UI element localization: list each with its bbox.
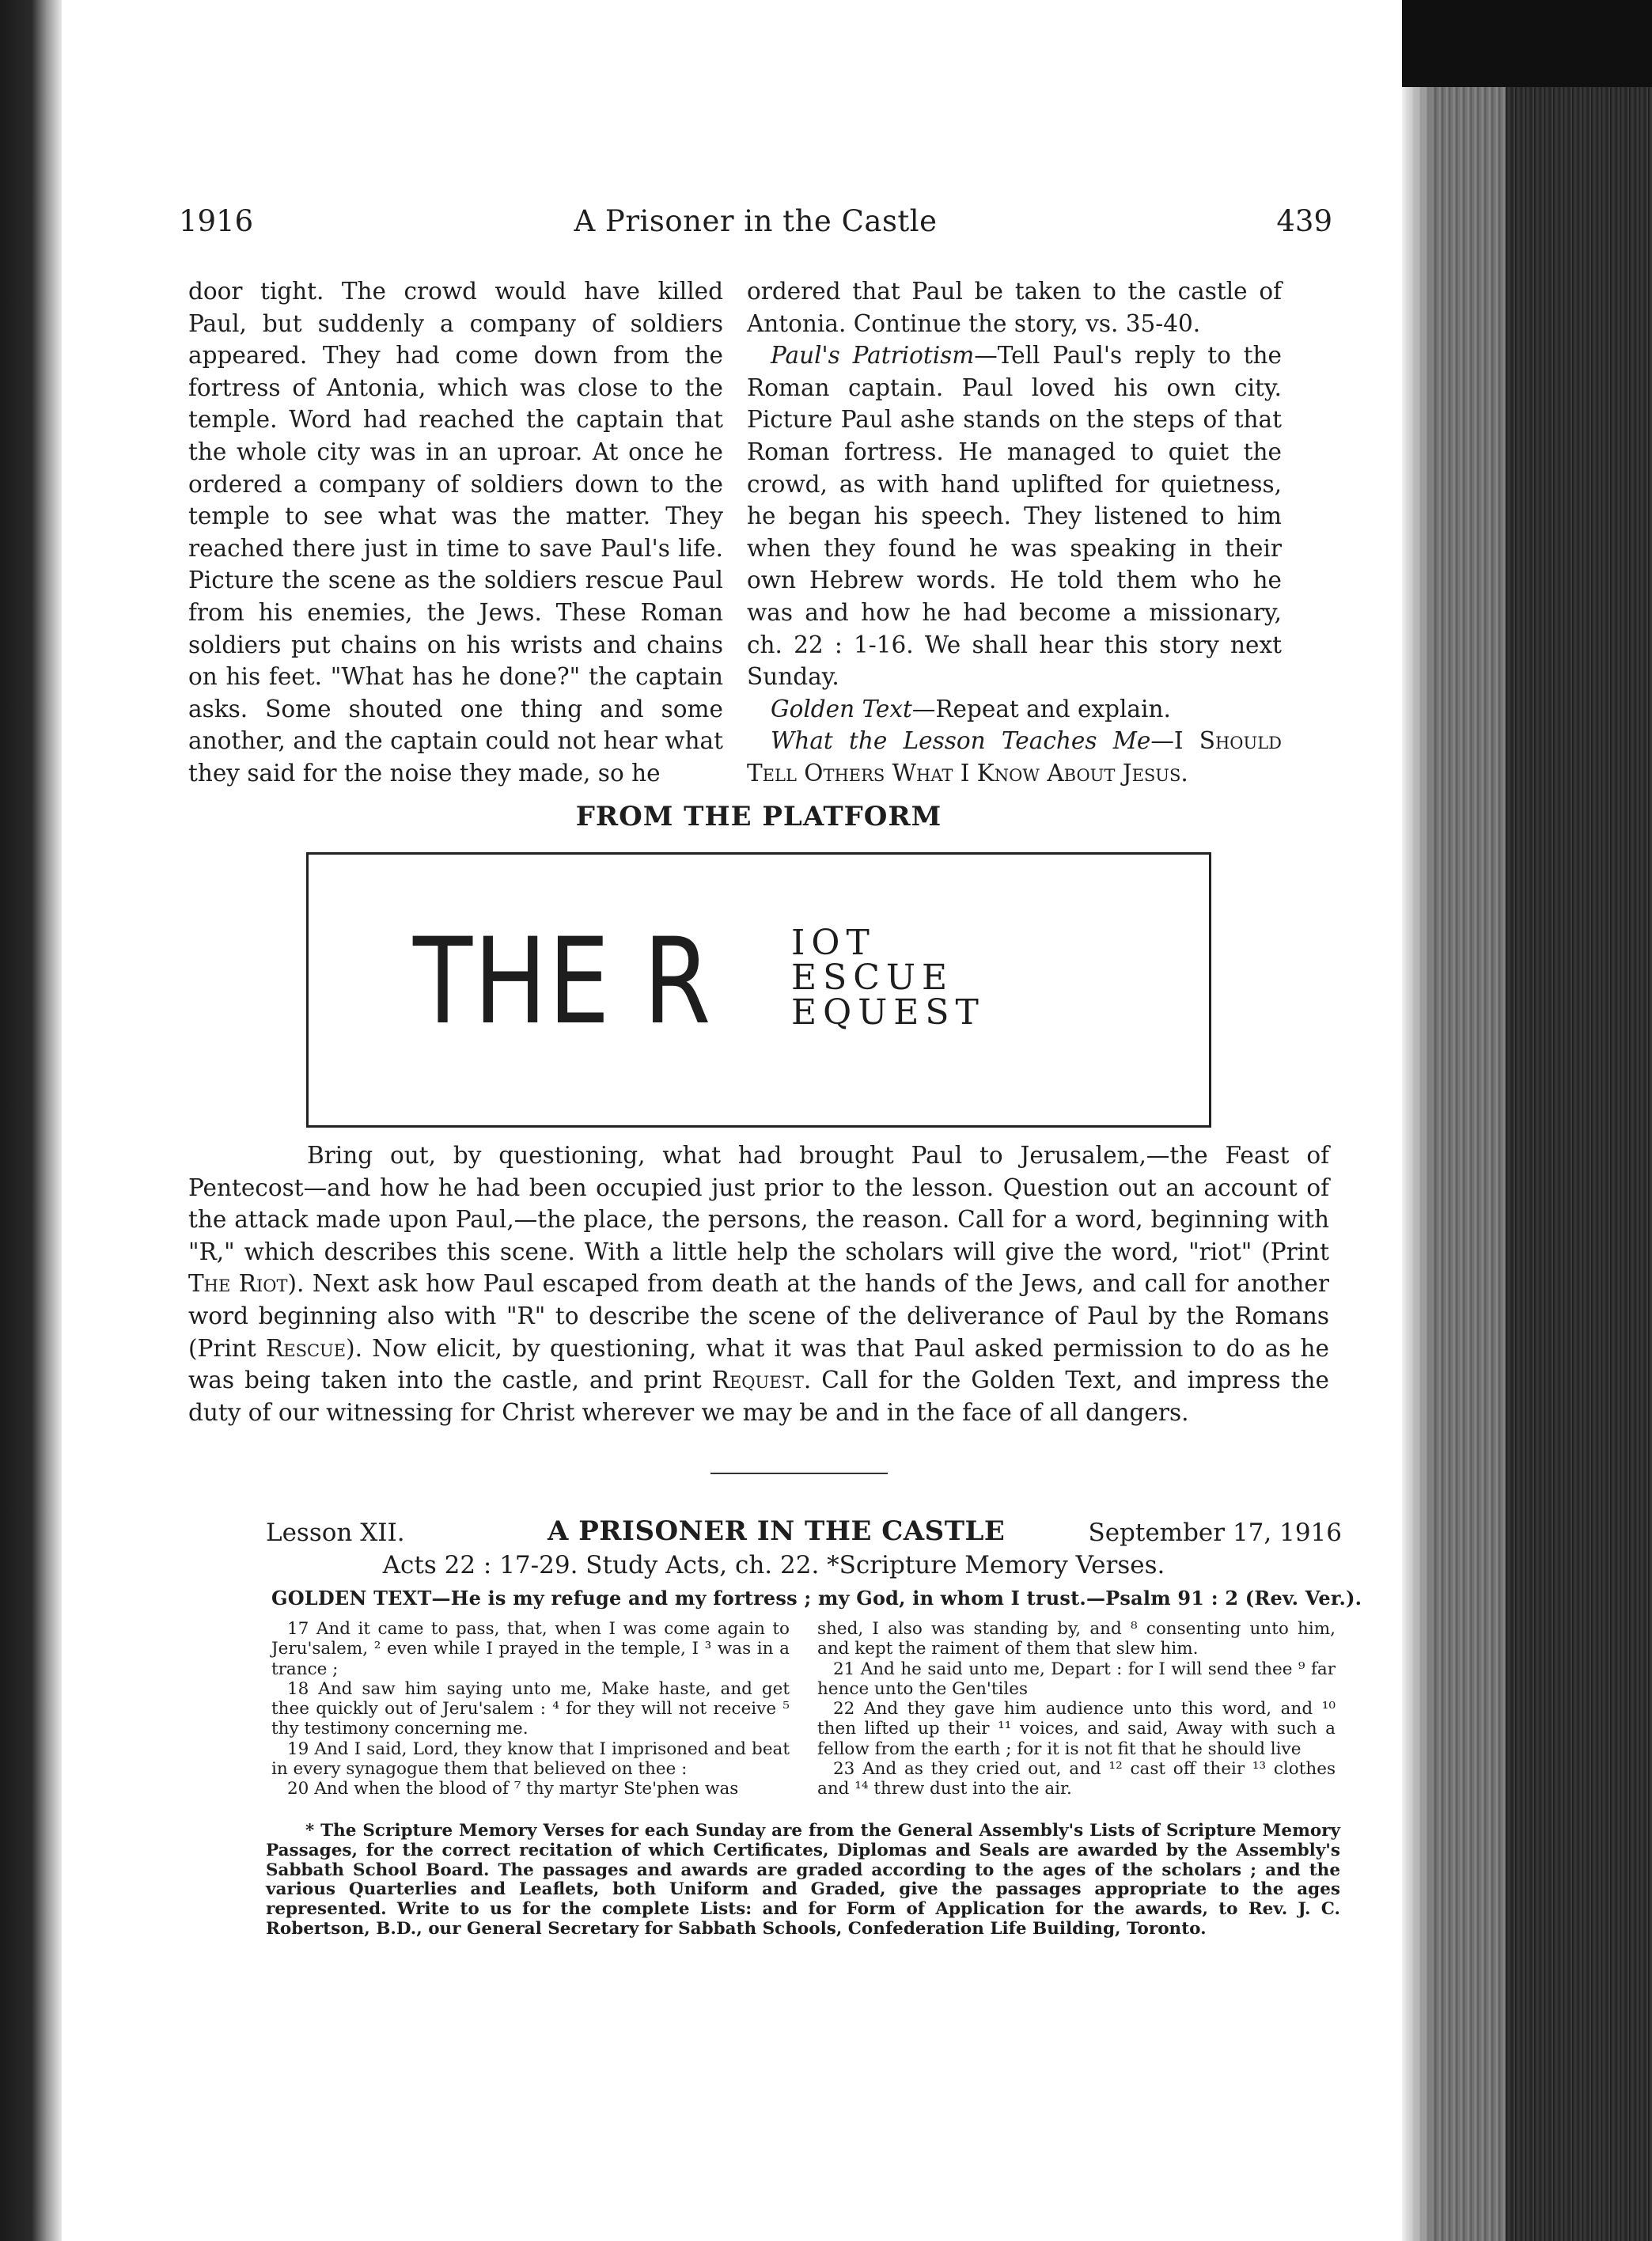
verse: 23 And as they cried out, and ¹² cast off their ¹³ clothes and ¹⁴ threw dust into the air.	[817, 1759, 1336, 1799]
right-column-paragraph-4	[747, 725, 1282, 789]
board-word-stack	[791, 923, 985, 1033]
left-column-paragraph: door tight. The crowd would have killed Paul, but suddenly a company of soldiers appeared. They had come down from the fortress of Antonia, which was close to the temple. Word had reached the captain that the whole city was in an uproar. At once he ordered a company of soldiers down to the temple to see what was the matter. They reached there just in time to save Paul's life. Picture the scene as the soldiers rescue Paul from his enemies, the Jews. These Roman soldiers put chains on his wrists and chains on his feet. "What has he done?" the captain asks. Some shouted one thing and some another, and the captain could not hear what they said for the noise they made, so he	[188, 278, 723, 787]
right-column-paragraph-3	[747, 693, 1282, 726]
verse: 22 And they gave him audience unto this word, and ¹⁰ then lifted up their ¹¹ voices, and said, Away with such a fellow from the earth ; for it is not fit that he should live	[817, 1699, 1336, 1759]
blackboard-diagram	[306, 852, 1211, 1128]
platform-term-rescue: Rescue	[266, 1334, 347, 1362]
right-column	[747, 275, 1282, 790]
lesson-teaches-text: —I Should Tell Others What I Know About Jesus.	[747, 727, 1282, 787]
patriotism-text: —Tell Paul's reply to the Roman captain. Paul loved his own city. Picture Paul ashe stands on the steps of that Roman fortress. He managed to quiet the crowd, as with hand uplifted for quietness, he began his speech. They listened to him when they found he was speaking in their own Hebrew words. He told them who he was and how he had become a missionary, ch. 22 : 1-16. We shall hear this story next Sunday.	[747, 342, 1282, 691]
platform-paragraph	[188, 1139, 1329, 1428]
right-column-paragraph-2	[747, 339, 1282, 693]
golden-text: GOLDEN TEXT—He is my refuge and my fortress ; my God, in whom I trust.—Psalm 91 : 2 (Rev. Ver.).	[271, 1587, 1362, 1610]
footnote	[266, 1822, 1340, 1940]
book-page-edges	[1402, 0, 1652, 2241]
page-number: 439	[1276, 204, 1332, 238]
verse: 21 And he said unto me, Depart : for I will send thee ⁹ far hence unto the Gen'tiles	[817, 1659, 1336, 1699]
lesson-title: A PRISONER IN THE CASTLE	[548, 1515, 1006, 1547]
verse: 17 And it came to pass, that, when I was come again to Jeru'salem, ² even while I prayed in the temple, I ³ was in a trance ;	[271, 1619, 790, 1679]
lesson-number: Lesson XII.	[266, 1519, 405, 1547]
board-word-request: EQUEST	[791, 992, 985, 1033]
platform-text-part: Bring out, by questioning, what had brought Paul to Jerusalem,—the Feast of Pentecost—and how he had been occupied just prior to the lesson. Question out an account of the attack made upon Paul,—the place, the persons, the reason. Call for a word, beginning with "R," which describes this scene. With a little help the scholars will give the word, "riot" (Print	[188, 1142, 1329, 1265]
board-word-rescue: ESCUE	[791, 957, 954, 998]
section-divider	[710, 1473, 888, 1474]
right-column-paragraph-1: ordered that Paul be taken to the castle of Antonia. Continue the story, vs. 35-40.	[747, 278, 1282, 337]
verse: 19 And I said, Lord, they know that I imprisoned and beat in every synagogue them that believed on thee :	[271, 1739, 790, 1780]
footnote-text: * The Scripture Memory Verses for each Sunday are from the General Assembly's Lists of Scripture Memory Passages, for the correct recitation of which Certificates, Diplomas and Seals are awarded by the Assembly's Sabbath School Board. The passages and awards are graded according to the ages of the scholars ; and the various Quarterlies and Leaflets, both Uniform and Graded, give the passages appropriate to the ages represented. Write to us for the complete Lists: and for Form of Application for the awards, to Rev. J. C. Robertson, B.D., our General Secretary for Sabbath Schools, Confederation Life Building, Toronto.	[266, 1821, 1340, 1939]
lesson-teaches-label: What the Lesson Teaches Me	[771, 727, 1151, 755]
running-head-title: A Prisoner in the Castle	[574, 204, 938, 238]
platform-text-part: ). Next ask how Paul escaped from death at the hands of the Jews, and call for another word beginning also with "R" to describe the scene of the deliverance of Paul by the Romans (Print	[188, 1270, 1329, 1362]
lesson-header	[266, 1515, 1342, 1550]
verse: 20 And when the blood of ⁷ thy martyr Ste'phen was	[287, 1779, 739, 1799]
platform-term-riot: The Riot	[188, 1270, 288, 1298]
board-big-letters: THE R	[413, 913, 713, 1051]
running-head-year: 1916	[179, 204, 254, 238]
lesson-date: September 17, 1916	[1088, 1519, 1342, 1547]
golden-text-instruction: —Repeat and explain.	[911, 695, 1171, 722]
verses-right-column	[817, 1619, 1336, 1799]
verses-left-column	[271, 1619, 790, 1799]
book-page	[62, 0, 1402, 2241]
verse: shed, I also was standing by, and ⁸ consenting unto him, and kept the raiment of them that slew him.	[817, 1619, 1336, 1659]
patriotism-label: Paul's Patriotism	[771, 342, 975, 370]
golden-text-label: Golden Text	[771, 695, 912, 722]
platform-text-part: ). Now elicit, by questioning, what it was that Paul asked permission to do as he was being taken into the castle, and print	[188, 1334, 1329, 1394]
platform-term-request: Request	[711, 1367, 804, 1394]
running-head	[179, 204, 1332, 252]
lesson-passage: Acts 22 : 17-29. Study Acts, ch. 22. *Scripture Memory Verses.	[382, 1551, 1165, 1579]
verse: 18 And saw him saying unto me, Make haste, and get thee quickly out of Jeru'salem : ⁴ for they will not receive ⁵ thy testimony concerning me.	[271, 1678, 790, 1739]
platform-text-part: . Call for the Golden Text, and impress the duty of our witnessing for Christ wherever we may be and in the face of all dangers.	[188, 1367, 1329, 1426]
left-column	[188, 275, 723, 790]
board-word-riot: IOT	[791, 923, 876, 963]
book-spine-left	[0, 0, 62, 2241]
platform-heading: FROM THE PLATFORM	[575, 801, 942, 832]
